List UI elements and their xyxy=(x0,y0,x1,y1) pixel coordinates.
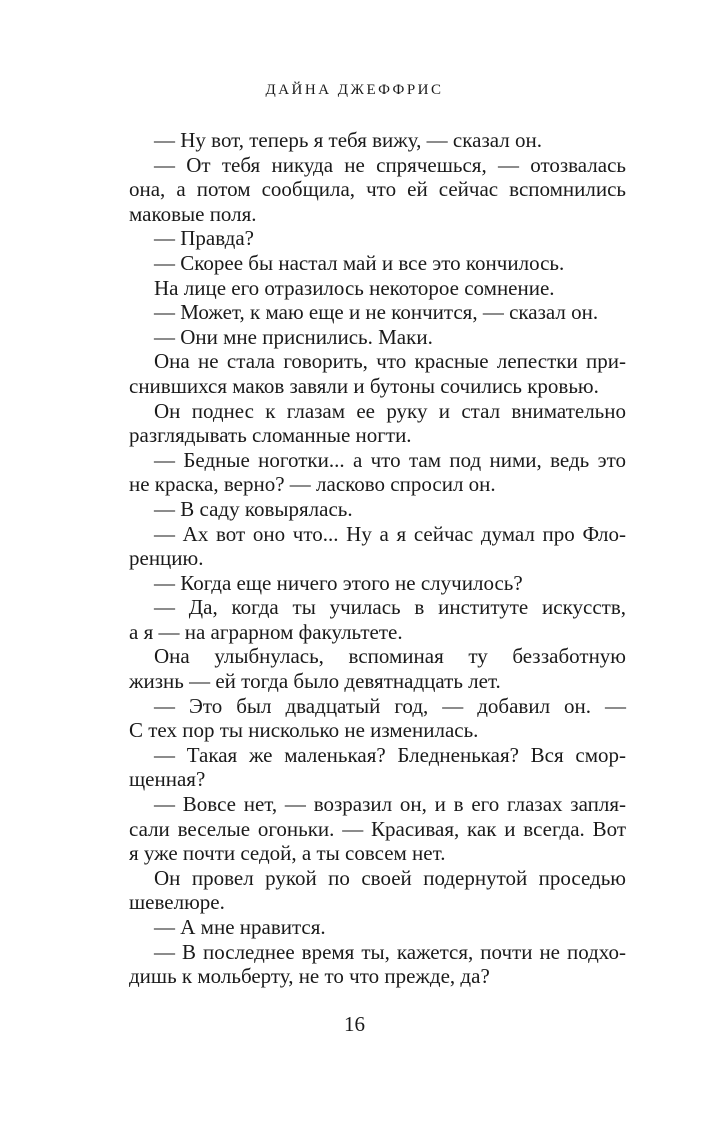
text-line: сали веселые огоньки. — Красивая, как и всегда. Вот xyxy=(129,816,626,841)
text-line: ренцию. xyxy=(129,546,204,571)
text-line: маковые поля. xyxy=(129,201,257,226)
text-line: Она улыбнулась, вспоминая ту беззаботную xyxy=(154,644,626,669)
text-line: — Может, к маю еще и не кончится, — сказал он. xyxy=(154,300,599,325)
text-line: дишь к мольберту, не то что прежде, да? xyxy=(129,964,490,989)
page-number: 16 xyxy=(344,1012,365,1036)
text-line: — Ну вот, теперь я тебя вижу, — сказал он. xyxy=(154,128,542,152)
text-line: — Это был двадцатый год, — добавил он. — xyxy=(154,693,626,718)
text-line: — Они мне приснились. Маки. xyxy=(154,324,433,349)
text-line: Он поднес к глазам ее руку и стал внимательно xyxy=(154,398,626,423)
text-line: Он провел рукой по своей подернутой проседью xyxy=(154,865,626,890)
body-text xyxy=(129,128,626,989)
text-line: разглядывать сломанные ногти. xyxy=(129,423,412,448)
text-line: — Ах вот оно что... Ну а я сейчас думал про Фло- xyxy=(154,521,626,546)
text-line: На лице его отразилось некоторое сомнение. xyxy=(154,275,555,300)
text-line: — Скорее бы настал май и все это кончилось. xyxy=(154,250,565,275)
text-line: снившихся маков завяли и бутоны сочились кровью. xyxy=(129,373,599,398)
text-line: а я — на аграрном факультете. xyxy=(129,619,403,644)
text-line: — А мне нравится. xyxy=(154,915,326,939)
text-line: — От тебя никуда не спрячешься, — отозвалась xyxy=(154,152,626,177)
text-line: С тех пор ты нисколько не изменилась. xyxy=(129,718,479,743)
running-head-author: ДАЙНА ДЖЕФФРИС xyxy=(265,82,444,98)
text-line: — Такая же маленькая? Бледненькая? Вся смор- xyxy=(154,742,626,767)
text-line: — Вовсе нет, — возразил он, и в его глазах запля- xyxy=(154,792,626,817)
text-line: жизнь — ей тогда было девятнадцать лет. xyxy=(129,669,501,694)
text-line: она, а потом сообщила, что ей сейчас вспомнились xyxy=(129,177,626,202)
text-line: я уже почти седой, а ты совсем нет. xyxy=(129,841,446,866)
text-line: не краска, верно? — ласково спросил он. xyxy=(129,472,496,497)
text-line: — Да, когда ты училась в институте искусств, xyxy=(154,595,626,620)
text-line: — Когда еще ничего этого не случилось? xyxy=(154,570,523,595)
text-line: шевелюре. xyxy=(129,890,225,915)
text-line: — В последнее время ты, кажется, почти не подхо- xyxy=(154,939,626,964)
text-line: — В саду ковырялась. xyxy=(154,496,353,521)
text-line: — Правда? xyxy=(154,226,254,251)
text-line: Она не стала говорить, что красные лепестки при- xyxy=(154,349,626,374)
text-line: — Бедные ноготки... а что там под ними, ведь это xyxy=(154,447,626,472)
text-line: щенная? xyxy=(129,767,206,792)
